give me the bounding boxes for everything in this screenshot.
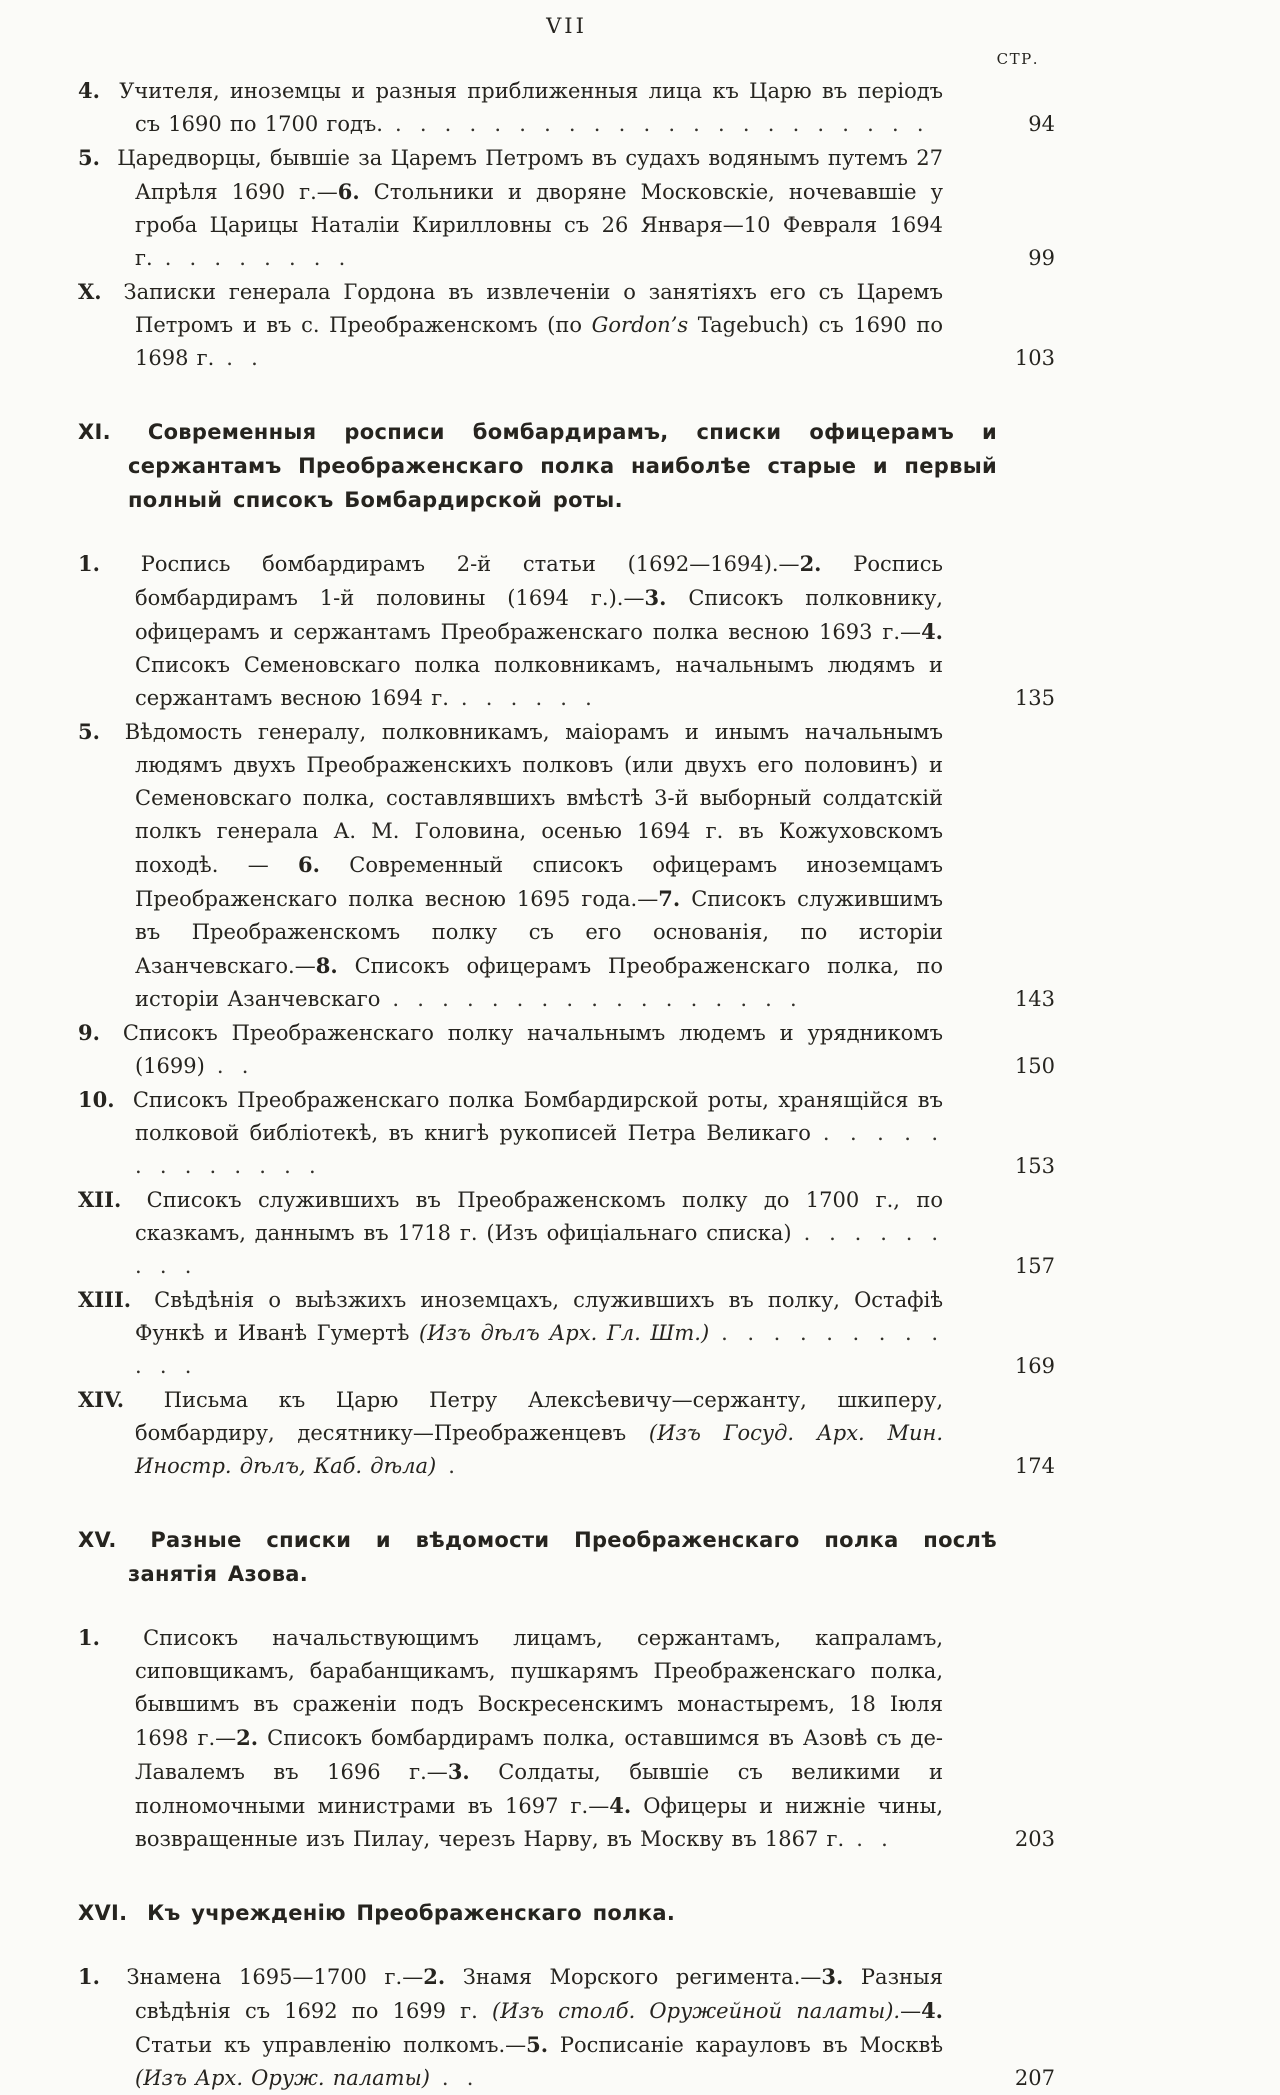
entry-text: 3. — [644, 585, 667, 610]
entry-number: 5. — [78, 719, 100, 744]
entry-number: 1. — [78, 551, 100, 576]
section-heading — [78, 1896, 1055, 1930]
heading-text: Разные списки и вѣдомости Преображенскаго полка послѣ занятія Азова. — [128, 1528, 997, 1586]
entry-text: Gordon’s — [591, 313, 689, 337]
page-number: 99 — [1028, 246, 1055, 270]
page-number: 157 — [1014, 1254, 1055, 1278]
entry-number: XVI. — [78, 1901, 128, 1925]
entry-number: 9. — [78, 1020, 100, 1045]
entry-number: XIV. — [78, 1387, 125, 1412]
entry-text: Знамена 1695—1700 г.— — [126, 1965, 424, 1989]
toc-entry — [78, 74, 1055, 141]
entry-text: Письма къ Царю Петру Алексѣевичу—сержанту, шкиперу, бомбардиру, десятнику—Преображенцевъ — [135, 1388, 943, 1445]
entry-text: 8. — [315, 953, 338, 978]
entry-number: 5. — [78, 145, 100, 170]
entry-text: 6. — [298, 852, 320, 877]
entry-text: Вѣдомость генералу, полковникамъ, маіорамъ и инымъ начальнымъ людямъ двухъ Преображенскихъ полковъ (или двухъ его половинъ) и Семеновскаго полка, составлявшихъ вмѣстѣ 3-й выборный солдатскій полкъ генерала А. М. Головина, осенью 1694 г. въ Кожуховскомъ походѣ. — — [124, 720, 943, 877]
entry-text: Современный списокъ офицерамъ иноземцамъ Преображенскаго полка весною 1695 года.— — [135, 853, 943, 911]
page-folio: VII — [546, 14, 587, 38]
dot-leader: . . . . . . . . . . . . . . . . . . . . . . — [394, 112, 929, 136]
dot-leader: . . — [441, 2066, 479, 2090]
entry-number: XV. — [78, 1528, 117, 1552]
toc-entry — [78, 1621, 1055, 1856]
page-number: 174 — [1014, 1454, 1055, 1478]
entry-number: XIII. — [78, 1287, 132, 1312]
entry-text: Роспись бомбардирамъ 1-й половины (1694 г.).— — [135, 552, 943, 610]
heading-text: Къ учрежденію Преображенскаго полка. — [147, 1901, 676, 1925]
entry-number: 10. — [78, 1087, 115, 1112]
entry-text: Роспись бомбардирамъ 2-й статьи (1692—1694).— — [140, 552, 800, 576]
entry-text: 7. — [658, 886, 681, 911]
entry-text: Солдаты, бывшіе съ великими и полномочными министрами въ 1697 г.— — [135, 1760, 944, 1818]
entry-text: 3. — [821, 1964, 844, 1989]
entry-text: Списокъ служившихъ въ Преображенскомъ полку до 1700 г., по сказкамъ, даннымъ въ 1718 г. (Изъ офиціальнаго списка) — [135, 1188, 943, 1245]
entry-text: 2. — [236, 1725, 259, 1750]
entry-text: 4. — [921, 1998, 943, 2023]
page-number: 143 — [1014, 987, 1055, 1011]
entry-text: Списокъ полковнику, офицерамъ и сержантамъ Преображенскаго полка весною 1693 г.— — [135, 586, 943, 644]
entry-text: (Изъ Госуд. Арх. Мин. Иностр. дѣлъ, Каб. дѣла) — [135, 1421, 944, 1478]
entry-text: Знамя Морского регимента.— — [445, 1965, 822, 1989]
entry-text: Списокъ офицерамъ Преображенскаго полка, по исторіи Азанчевскаго — [135, 954, 943, 1011]
entry-text: Списокъ бомбардирамъ полка, оставшимся въ Азовѣ съ де-Лавалемъ въ 1696 г.— — [135, 1726, 943, 1784]
toc-entry — [78, 547, 1055, 715]
entry-text: Списокъ Преображенскаго полка Бомбардирской роты, хранящійся въ полковой библіотекѣ, въ книгѣ рукописей Петра Великаго — [132, 1088, 943, 1145]
dot-leader: . . . . . . — [460, 686, 597, 710]
entry-text: Статьи къ управленію полкомъ.— — [135, 2033, 527, 2057]
page-number: 150 — [1014, 1054, 1055, 1078]
entry-text: Свѣдѣнія о выѣзжихъ иноземцахъ, служившихъ въ полку, Остафіѣ Функѣ и Иванѣ Гумертѣ — [135, 1288, 943, 1345]
entry-number: 1. — [78, 1625, 100, 1650]
section-heading — [78, 415, 1055, 517]
dot-leader: . . — [226, 346, 263, 370]
section-heading — [78, 1523, 1055, 1591]
entry-text: Tagebuch) съ 1690 по 1698 г. — [135, 313, 943, 370]
page-number: 169 — [1014, 1354, 1055, 1378]
entry-text: Списокъ служившимъ въ Преображенскомъ полку съ его основанія, по исторіи Азанчевскаго.— — [135, 887, 943, 978]
entry-text: 3. — [447, 1759, 470, 1784]
dot-leader: . . — [216, 1054, 254, 1078]
dot-leader: . . — [856, 1827, 893, 1851]
page-number: 153 — [1014, 1154, 1055, 1178]
entry-text: Стольники и дворяне Московскіе, ночевавшіе у гроба Царицы Наталіи Кирилловны съ 26 Января—10 Февраля 1694 г. — [135, 180, 943, 270]
entry-text: Списокъ начальствующимъ лицамъ, сержантамъ, капраламъ, сиповщикамъ, барабанщикамъ, пушкарямъ Преображенскаго полка, бывшимъ въ сраженіи подъ Воскресенскимъ монастыремъ, 18 Іюля 1698 г.— — [135, 1626, 943, 1750]
entry-number: XII. — [78, 1187, 122, 1212]
entry-text: Записки генерала Гордона въ извлеченіи о занятіяхъ его съ Царемъ Петромъ и въ с. Преображенскомъ (по — [123, 280, 943, 337]
entry-number: 4. — [78, 78, 100, 103]
dot-leader: . — [448, 1454, 460, 1478]
entry-text: 2. — [799, 551, 822, 576]
dot-leader: . . . . . . . . . . . . . — [135, 1121, 944, 1178]
toc-entry — [78, 141, 1055, 275]
dot-leader: . . . . . . . . — [164, 246, 351, 270]
toc-entry — [78, 1283, 1055, 1383]
entry-text: 4. — [609, 1793, 632, 1818]
page-number: 207 — [1014, 2066, 1055, 2090]
toc-entry — [78, 715, 1055, 1016]
entry-text: Списокъ Семеновскаго полка полковникамъ, начальнымъ людямъ и сержантамъ весною 1694 г. — [135, 653, 943, 710]
heading-text: Современныя росписи бомбардирамъ, списки офицерамъ и сержантамъ Преображенскаго полка наиболѣе старые и первый полный списокъ Бомбардирской роты. — [128, 420, 997, 512]
toc-entry — [78, 1083, 1055, 1183]
page-number: 135 — [1014, 686, 1055, 710]
page-number: 94 — [1028, 112, 1055, 136]
page-column-header: СТР. — [996, 50, 1039, 68]
entry-text: 5. — [526, 2032, 549, 2057]
dot-leader: . . . . . . . . . . . . — [135, 1321, 943, 1378]
entry-text: Разныя свѣдѣнія съ 1692 по 1699 г. — [135, 1965, 943, 2023]
entry-number: XI. — [78, 420, 111, 444]
entry-text: 6. — [337, 179, 360, 204]
entry-text: (Изъ Арх. Оруж. палаты) — [135, 2066, 430, 2090]
toc-entry — [78, 275, 1055, 375]
entry-text: Царедворцы, бывшіе за Царемъ Петромъ въ судахъ водянымъ путемъ 27 Апрѣля 1690 г.— — [117, 146, 943, 204]
entry-text: Офицеры и нижніе чины, возвращенные изъ Пилау, черезъ Нарву, въ Москву въ 1867 г. — [135, 1794, 943, 1851]
entry-number: 1. — [78, 1964, 100, 1989]
entry-text: (Изъ дѣлъ Арх. Гл. Шт.) — [419, 1321, 710, 1345]
dot-leader: . . . . . . . . . — [135, 1221, 943, 1278]
entry-text: Списокъ Преображенскаго полку начальнымъ людемъ и урядникомъ (1699) — [122, 1021, 943, 1078]
entry-number: X. — [78, 279, 102, 304]
page-number: 103 — [1014, 346, 1055, 370]
toc-entry — [78, 1183, 1055, 1283]
entry-text: Учителя, иноземцы и разныя приближенныя лица къ Царю въ періодъ съ 1690 по 1700 годъ. — [119, 79, 943, 136]
entry-text: — — [900, 1999, 922, 2023]
table-of-contents — [78, 74, 1055, 2095]
toc-entry — [78, 1960, 1055, 2095]
entry-text: (Изъ столб. Оружейной палаты). — [492, 1999, 901, 2023]
entry-text: Росписаніе карауловъ въ Москвѣ — [548, 2033, 943, 2057]
toc-entry — [78, 1016, 1055, 1083]
page-number: 203 — [1014, 1827, 1055, 1851]
entry-text: 2. — [423, 1964, 446, 1989]
toc-entry — [78, 1383, 1055, 1483]
dot-leader: . . . . . . . . . . . . . . . . . — [392, 987, 802, 1011]
entry-text: 4. — [921, 619, 943, 644]
document-page — [78, 0, 1055, 2095]
